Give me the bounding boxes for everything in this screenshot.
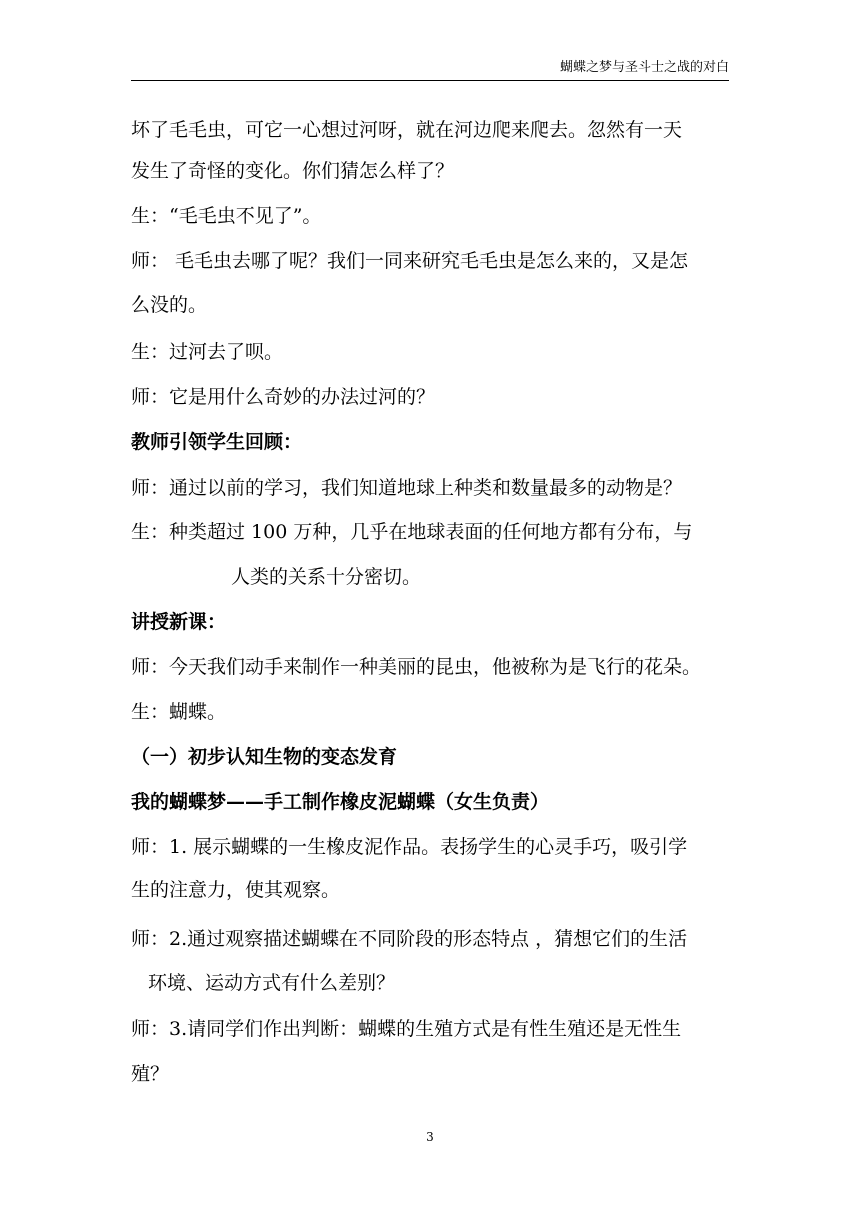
header-divider	[131, 80, 729, 81]
text-line: 生：过河去了呗。	[131, 341, 284, 363]
section-heading: （一）初步认知生物的变态发育	[131, 746, 398, 768]
text-line: 师：1. 展示蝴蝶的一生橡皮泥作品。表扬学生的心灵手巧，吸引学	[131, 836, 688, 858]
text-line: 师：今天我们动手来制作一种美丽的昆虫，他被称为是飞行的花朵。	[131, 656, 702, 678]
text-line: 殖？	[131, 1063, 170, 1085]
section-heading: 讲授新课：	[131, 611, 227, 633]
text-line: 坏了毛毛虫，可它一心想过河呀，就在河边爬来爬去。忽然有一天	[131, 119, 683, 141]
text-line: 环境、运动方式有什么差别？	[148, 972, 396, 994]
section-heading: 教师引领学生回顾：	[131, 431, 303, 453]
text-line: 人类的关系十分密切。	[231, 566, 422, 588]
page-number: 3	[426, 1130, 434, 1144]
text-line: 生：“毛毛虫不见了”。	[131, 205, 322, 227]
text-line: 生：种类超过 100 万种，几乎在地球表面的任何地方都有分布，与	[131, 521, 693, 543]
text-line: 生的注意力，使其观察。	[131, 879, 341, 901]
text-line: 师： 毛毛虫去哪了呢？我们一同来研究毛毛虫是怎么来的，又是怎	[131, 250, 689, 272]
text-line: 师：通过以前的学习，我们知道地球上种类和数量最多的动物是？	[131, 477, 683, 499]
text-line: 发生了奇怪的变化。你们猜怎么样了？	[131, 160, 455, 182]
section-heading: 我的蝴蝶梦——手工制作橡皮泥蝴蝶（女生负责）	[131, 791, 550, 813]
text-line: 生：蝴蝶。	[131, 701, 227, 723]
header-title: 蝴蝶之梦与圣斗士之战的对白	[559, 60, 729, 75]
text-line: 师：它是用什么奇妙的办法过河的？	[131, 386, 436, 408]
text-line: 师：2.通过观察描述蝴蝶在不同阶段的形态特点 ，猜想它们的生活	[131, 928, 688, 950]
text-line: 么没的。	[131, 294, 208, 316]
text-line: 师：3.请同学们作出判断：蝴蝶的生殖方式是有性生殖还是无性生	[131, 1018, 682, 1040]
